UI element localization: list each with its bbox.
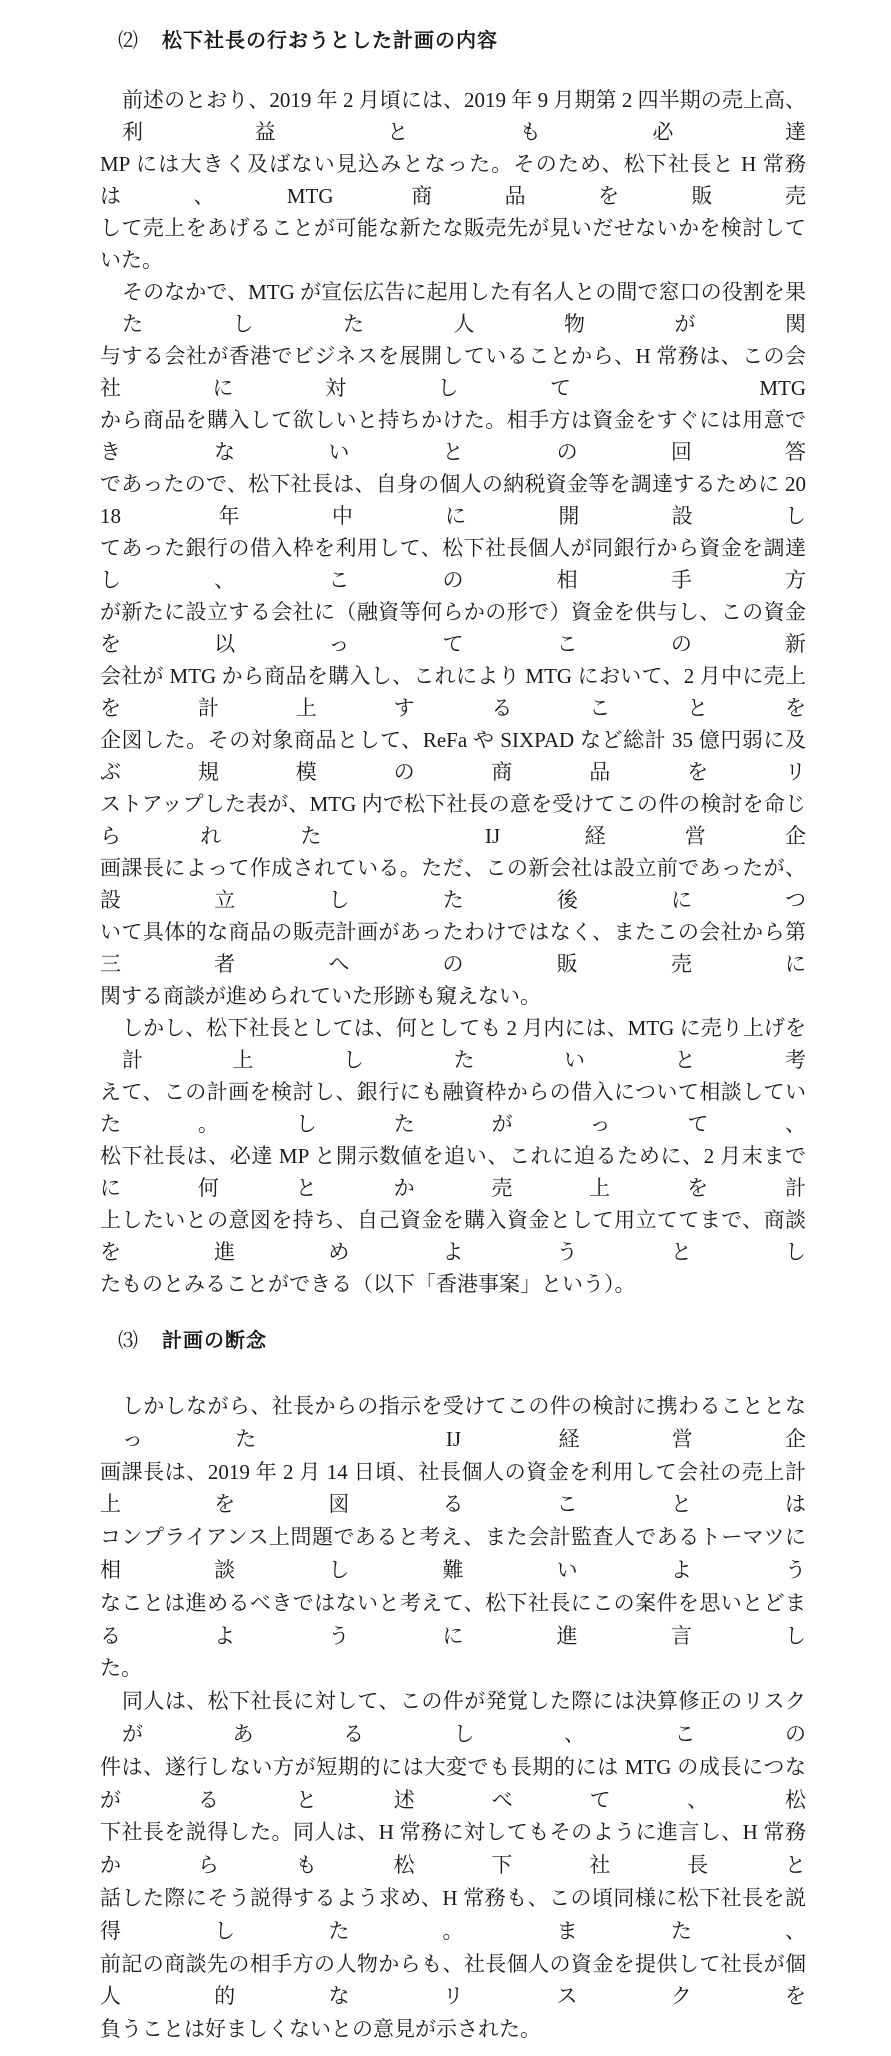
text-line: 前記の商談先の相手方の人物からも、社長個人の資金を提供して社長が個人的なリスクを — [100, 1951, 806, 2009]
text-line: いて具体的な商品の販売計画があったわけではなく、またこの会社から第三者への販売に — [100, 920, 806, 976]
text-line: 下社長を説得した。同人は、H 常務に対してもそのように進言し、H 常務からも松下社長と — [100, 1820, 806, 1878]
text-line: 画課長は、2019 年 2 月 14 日頃、社長個人の資金を利用して会社の売上計上を図ることは — [100, 1459, 806, 1517]
paragraph — [100, 276, 806, 1012]
text-line: して売上をあげることが可能な新たな販売先が見いだせないかを検討していた。 — [100, 216, 806, 272]
text-line: なことは進めるべきではないと考えて、松下社長にこの案件を思いとどまるように進言し — [100, 1590, 806, 1648]
paragraph — [100, 84, 806, 276]
paragraph — [100, 1012, 806, 1300]
text-line: しかしながら、社長からの指示を受けてこの件の検討に携わることとなった IJ 経営企 — [122, 1394, 806, 1451]
text-line: そのなかで、MTG が宣伝広告に起用した有名人との間で窓口の役割を果たした人物が関 — [122, 280, 806, 336]
text-line: 同人は、松下社長に対して、この件が発覚した際には決算修正のリスクがあるし、この — [122, 1689, 806, 1746]
text-line: 会社が MTG から商品を購入し、これにより MTG において、2 月中に売上を計上することを — [100, 664, 806, 720]
text-line: から商品を購入して欲しいと持ちかけた。相手方は資金をすぐには用意できないとの回答 — [100, 408, 806, 464]
text-line: MP には大きく及ばない見込みとなった。そのため、松下社長と H 常務は、MTG 商品を販売 — [100, 152, 806, 208]
text-line: 松下社長は、必達 MP と開示数値を追い、これに迫るために、2 月末までに何とか売上を計 — [100, 1144, 806, 1200]
section-title: 計画の断念 — [162, 1330, 267, 1352]
text-line: が新たに設立する会社に（融資等何らかの形で）資金を供与し、この資金を以ってこの新 — [100, 600, 806, 656]
text-line: 件は、遂行しない方が短期的には大変でも長期的には MTG の成長につながると述べて、松 — [100, 1754, 806, 1812]
text-line: 与する会社が香港でビジネスを展開していることから、H 常務は、この会社に対して MTG — [100, 344, 806, 400]
section-2-heading — [118, 28, 818, 54]
section-number: ⑶ — [118, 1330, 139, 1352]
section-3-heading — [118, 1328, 818, 1354]
text-line: であったので、松下社長は、自身の個人の納税資金等を調達するために 2018 年中に開設し — [100, 472, 806, 528]
text-line: 上したいとの意図を持ち、自己資金を購入資金として用立ててまで、商談を進めようとし — [100, 1208, 806, 1264]
text-line: 画課長によって作成されている。ただ、この新会社は設立前であったが、設立した後につ — [100, 856, 806, 912]
text-line: 前述のとおり、2019 年 2 月頃には、2019 年 9 月期第 2 四半期の売上高、利益とも必達 — [122, 88, 806, 144]
text-line: しかし、松下社長としては、何としても 2 月内には、MTG に売り上げを計上したいと考 — [122, 1016, 806, 1072]
text-line: 企図した。その対象商品として、ReFa や SIXPAD など総計 35 億円弱に及ぶ規模の商品をリ — [100, 728, 806, 784]
text-line: たものとみることができる（以下「香港事案」という）。 — [100, 1272, 636, 1296]
text-line: てあった銀行の借入枠を利用して、松下社長個人が同銀行から資金を調達し、この相手方 — [100, 536, 806, 592]
paragraph — [100, 1685, 806, 2046]
text-line: えて、この計画を検討し、銀行にも融資枠からの借入について相談していた。したがって、 — [100, 1080, 806, 1136]
section-3-body — [100, 1390, 806, 2056]
text-line: コンプライアンス上問題であると考え、また会計監査人であるトーマツに相談し難いよう — [100, 1525, 806, 1582]
section-number: ⑵ — [118, 30, 139, 52]
text-line: ストアップした表が、MTG 内で松下社長の意を受けてこの件の検討を命じられた IJ 経営企 — [100, 792, 806, 848]
paragraph — [100, 1390, 806, 1685]
text-line: 関する商談が進められていた形跡も窺えない。 — [100, 984, 541, 1008]
section-title: 松下社長の行おうとした計画の内容 — [162, 30, 498, 52]
text-line: 話した際にそう説得するよう求め、H 常務も、この頃同様に松下社長を説得した。また、 — [100, 1885, 806, 1943]
text-line: 負うことは好ましくないとの意見が示された。 — [100, 2017, 541, 2042]
text-line: た。 — [100, 1656, 142, 1681]
section-2-body — [100, 84, 806, 1300]
